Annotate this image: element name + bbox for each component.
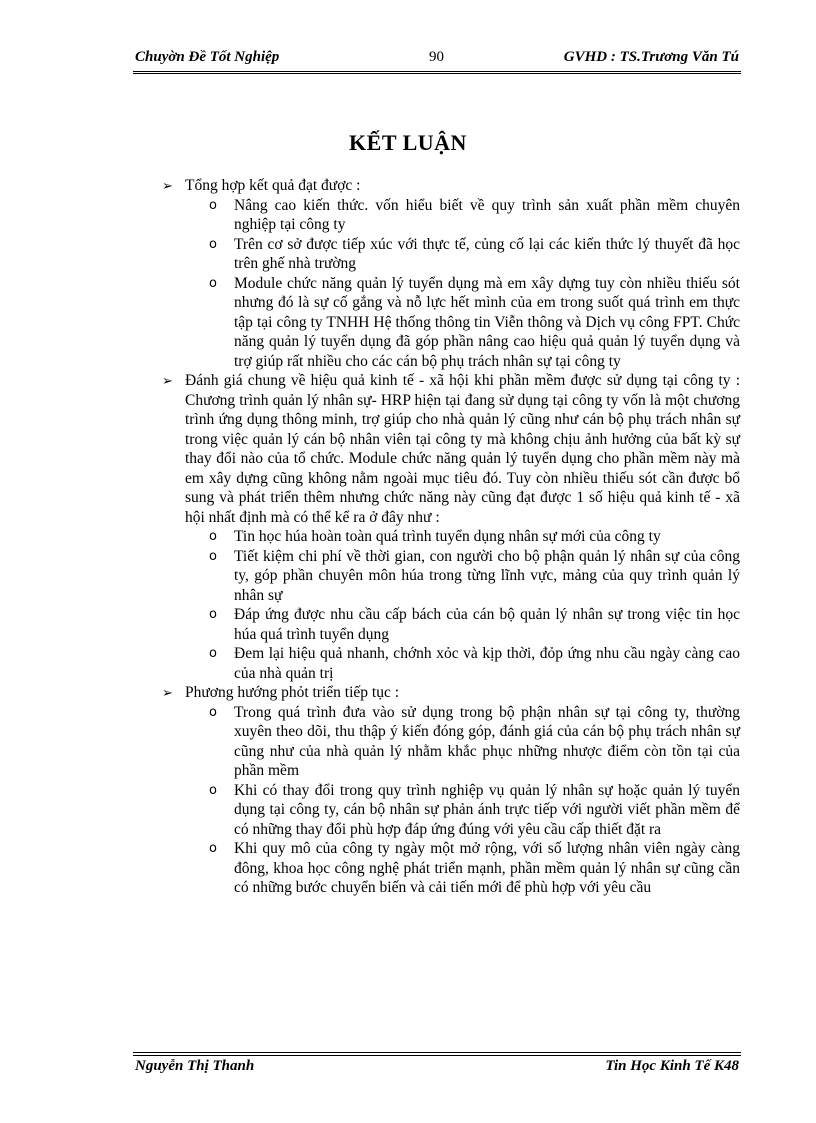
circle-bullet-icon: o [209, 236, 217, 252]
list-item: o Tiết kiệm chi phí về thời gian, con người cho bộ phận quản lý nhân sự của công ty, góp phần chuyên môn húa trong từng lĩnh vực, mảng của quy trình quản lý nhân sự [209, 547, 740, 604]
page-header [133, 47, 741, 71]
section-heading: Phương hướng phỏt triển tiếp tục : [185, 684, 400, 701]
circle-bullet-icon: o [209, 197, 217, 213]
section-paragraph: Đánh giá chung về hiệu quả kinh tế - xã hội khi phần mềm được sử dụng tại công ty : Chương trình quản lý nhân sự- HRP hiện tại đang sử dụng tại công ty vốn là một chương trình ứng dụng thông minh, trợ giúp cho nhà quản lý cũng như cán bộ phụ trách nhân sự trong việc quản lý cán bộ nhân viên tại công ty mà không chịu ảnh hưởng của bất kỳ sự thay đổi nào của tổ chức. Module chức năng quản lý tuyển dụng cho phần mềm này mà em xây dựng cũng không nằm ngoài mục tiêu đó. Tuy còn nhiều thiếu sót cần được bổ sung và phát triển thêm nhưng chức năng này cũng đạt được 1 số hiệu quả kinh tế - xã hội nhất định mà có thể kể ra ở đây như : [185, 372, 740, 526]
circle-bullet-icon: o [209, 548, 217, 564]
page-number: 90 [429, 49, 444, 65]
list-item: o Khi có thay đổi trong quy trình nghiệp vụ quản lý nhân sự hoặc quản lý tuyển dụng tại công ty, cán bộ nhân sự phản ánh trực tiếp với người viết phần mềm để có những thay đổi phù hợp đáp ứng đúng với yêu cầu cấp thiết đặt ra [209, 781, 740, 838]
list-item: o Đáp ứng được nhu cầu cấp bách của cán bộ quản lý nhân sự trong việc tin học húa quá trình tuyển dụng [209, 606, 740, 643]
list-item: o Đem lại hiệu quả nhanh, chớnh xỏc và kịp thời, đỏp ứng nhu cầu ngày càng cao của nhà quản trị [209, 645, 740, 682]
circle-bullet-icon: o [209, 607, 217, 622]
header-rule [133, 71, 741, 72]
list-item: o Nâng cao kiến thức. vốn hiểu biết về quy trình sản xuất phần mềm chuyên nghiệp tại công ty [209, 196, 740, 233]
section-1 [162, 176, 740, 196]
header-rule-2 [133, 73, 741, 74]
circle-bullet-icon: o [209, 275, 217, 291]
header-right: GVHD : TS.Trương Văn Tú [563, 49, 739, 65]
body-content [162, 176, 740, 898]
circle-bullet-icon: o [209, 841, 217, 856]
footer-left: Nguyễn Thị Thanh [135, 1058, 255, 1074]
footer-right: Tin Học Kinh Tế K48 [605, 1058, 739, 1074]
arrow-bullet-icon: ➢ [162, 178, 173, 193]
circle-bullet-icon: o [209, 704, 217, 720]
list-item: o Module chức năng quản lý tuyển dụng mà em xây dựng tuy còn nhiều thiếu sót nhưng đó là sự cố gắng và nỗ lực hết mình của em trong suốt quá trình em thực tập tại công ty TNHH Hệ thống thông tin Viễn thông và Dịch vụ công FPT. Chức năng quản lý tuyển dụng đã góp phần nâng cao hiệu quả quản lý tuyển dụng và trợ giúp rất nhiều cho các cán bộ phụ trách nhân sự tại công ty [209, 274, 740, 370]
section-heading: Tổng hợp kết quả đạt được : [185, 177, 361, 194]
circle-bullet-icon: o [209, 782, 217, 798]
circle-bullet-icon: o [209, 529, 217, 544]
list-item: o Trong quá trình đưa vào sử dụng trong bộ phận nhân sự tại công ty, thường xuyên theo dõi, thu thập ý kiến đóng góp, đánh giá của cán bộ phụ trách nhân sự cũng như của nhà quản lý nhằm khắc phục những nhược điểm còn tồn tại của phần mềm [209, 703, 740, 779]
arrow-bullet-icon: ➢ [162, 373, 173, 388]
footer-rule [133, 1052, 741, 1053]
section-3 [162, 683, 740, 703]
header-left: Chuyờn Đề Tốt Nghiệp [135, 49, 280, 65]
list-item: o Trên cơ sở được tiếp xúc với thực tế, củng cố lại các kiến thức lý thuyết đã học trên ghế nhà trường [209, 235, 740, 272]
arrow-bullet-icon: ➢ [162, 685, 173, 700]
list-item: o Tin học húa hoàn toàn quá trình tuyển dụng nhân sự mới của công ty [209, 528, 661, 545]
footer-rule-2 [133, 1055, 741, 1056]
circle-bullet-icon: o [209, 646, 217, 661]
page-title: KẾT LUẬN [349, 130, 467, 155]
section-2 [162, 371, 740, 527]
list-item: o Khi quy mô của công ty ngày một mở rộng, với số lượng nhân viên ngày càng đông, khoa học công nghệ phát triển mạnh, phần mềm quản lý nhân sự cũng cần có những bước chuyển biến và cải tiến mới để phù hợp với yêu cầu [209, 840, 740, 896]
